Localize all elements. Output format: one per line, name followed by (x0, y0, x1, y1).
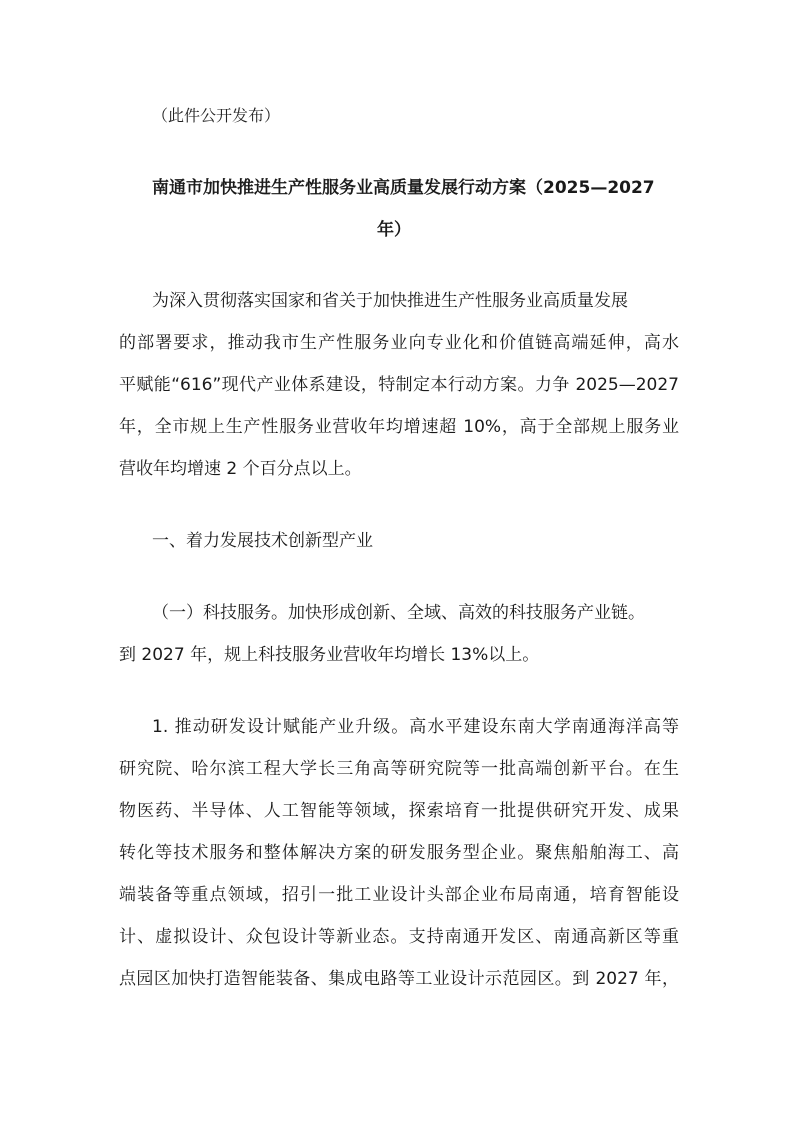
paragraph-line: 为深入贯彻落实国家和省关于加快推进生产性服务业高质量发展 (152, 291, 628, 311)
document-title-line-1: 南通市加快推进生产性服务业高质量发展行动方案（2025—2027 (152, 178, 655, 198)
paragraph-line: （一）科技服务。加快形成创新、全域、高效的科技服务产业链。 (152, 603, 645, 623)
section-heading: 一、着力发展技术创新型产业 (152, 531, 373, 551)
document-title-line-2: 年） (377, 220, 411, 240)
paragraph-line: 点园区加快打造智能装备、集成电路等工业设计示范园区。到 2027 年， (119, 969, 679, 989)
paragraph-line: 1. 推动研发设计赋能产业升级。高水平建设东南大学南通海洋高等 (152, 717, 679, 737)
paragraph-line: 营收年均增速 2 个百分点以上。 (119, 459, 362, 479)
paragraph-line: 物医药、半导体、人工智能等领域，探索培育一批提供研究开发、成果 (119, 801, 679, 821)
paragraph-line: 研究院、哈尔滨工程大学长三角高等研究院等一批高端创新平台。在生 (119, 759, 679, 779)
paragraph-line: 端装备等重点领域，招引一批工业设计头部企业布局南通，培育智能设 (119, 885, 679, 905)
paragraph-line: 年，全市规上生产性服务业营收年均增速超 10%，高于全部规上服务业 (119, 417, 679, 437)
paragraph-line: 平赋能“616”现代产业体系建设，特制定本行动方案。力争 2025—2027 (119, 375, 679, 395)
paragraph-line: 的部署要求，推动我市生产性服务业向专业化和价值链高端延伸，高水 (119, 333, 679, 353)
publication-notice: （此件公开发布） (152, 106, 281, 125)
paragraph-line: 转化等技术服务和整体解决方案的研发服务型企业。聚焦船舶海工、高 (119, 843, 679, 863)
paragraph-line: 到 2027 年，规上科技服务业营收年均增长 13%以上。 (119, 645, 540, 665)
paragraph-line: 计、虚拟设计、众包设计等新业态。支持南通开发区、南通高新区等重 (119, 927, 679, 947)
